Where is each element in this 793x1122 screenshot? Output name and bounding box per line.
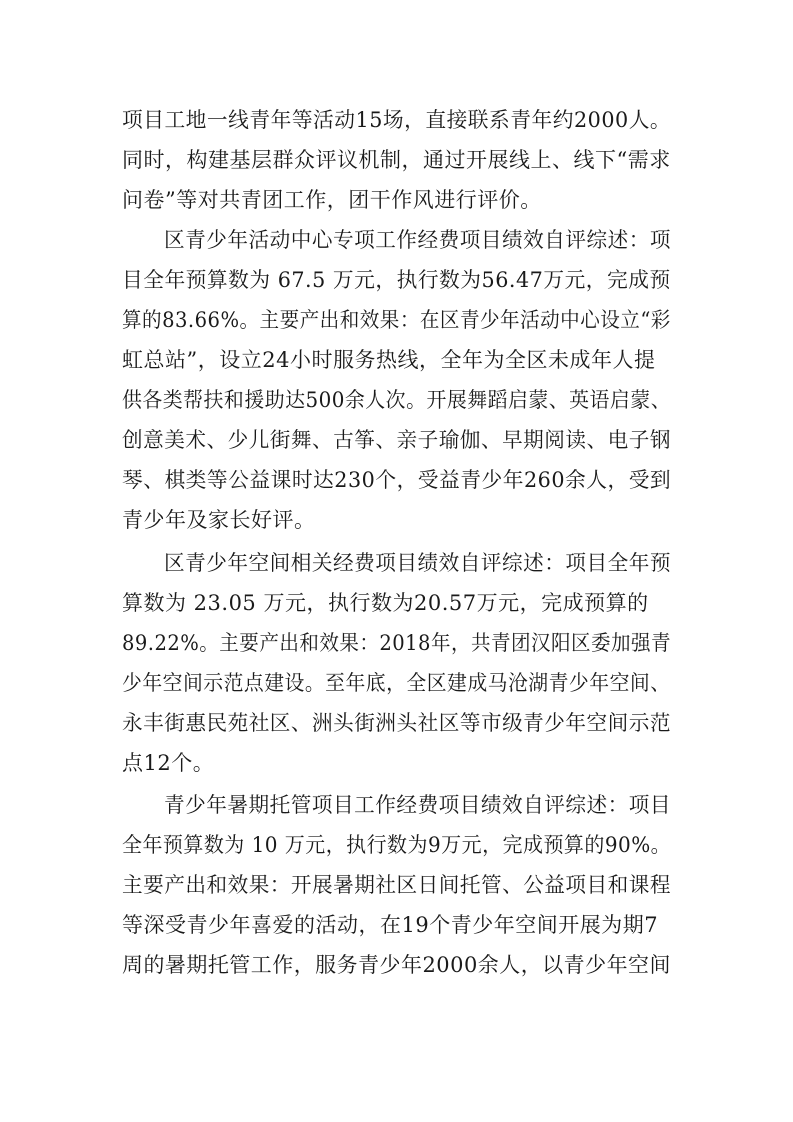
text-line: 周的暑期托管工作，服务青少年2000余人，以青少年空间 xyxy=(122,953,671,977)
paragraph-first-line: 青少年暑期托管项目工作经费项目绩效自评综述：项目 xyxy=(164,793,672,817)
text-line: 永丰街惠民苑社区、洲头街洲头社区等市级青少年空间示范 xyxy=(122,711,671,735)
paragraph-first-line: 区青少年空间相关经费项目绩效自评综述：项目全年预 xyxy=(164,551,672,575)
text-line: 目全年预算数为 67.5 万元，执行数为56.47万元，完成预 xyxy=(122,268,671,292)
text-line: 主要产出和效果：开展暑期社区日间托管、公益项目和课程 xyxy=(122,873,671,897)
text-line: 供各类帮扶和援助达500余人次。开展舞蹈启蒙、英语启蒙、 xyxy=(122,388,672,412)
text-line: 同时，构建基层群众评议机制，通过开展线上、线下“需求 xyxy=(122,148,671,172)
text-line: 算数为 23.05 万元，执行数为20.57万元，完成预算的 xyxy=(122,591,649,615)
paragraph-first-line: 区青少年活动中心专项工作经费项目绩效自评综述：项 xyxy=(164,228,672,252)
text-line: 算的83.66%。主要产出和效果：在区青少年活动中心设立“彩 xyxy=(122,308,671,332)
text-line: 全年预算数为 10 万元，执行数为9万元，完成预算的90%。 xyxy=(122,833,672,857)
text-line: 项目工地一线青年等活动15场，直接联系青年约2000人。 xyxy=(122,108,672,132)
text-line: 虹总站”，设立24小时服务热线，全年为全区未成年人提 xyxy=(122,348,656,372)
text-line: 等深受青少年喜爱的活动，在19个青少年空间开展为期7 xyxy=(122,913,659,937)
text-line: 少年空间示范点建设。至年底，全区建成马沧湖青少年空间、 xyxy=(122,671,671,695)
text-line: 青少年及家长好评。 xyxy=(122,508,316,532)
text-line: 点12个。 xyxy=(122,751,215,775)
text-line: 创意美术、少儿街舞、古筝、亲子瑜伽、早期阅读、电子钢 xyxy=(122,428,671,452)
text-line: 琴、棋类等公益课时达230个，受益青少年260余人，受到 xyxy=(122,468,672,492)
text-line: 问卷”等对共青团工作，团干作风进行评价。 xyxy=(122,188,542,212)
text-line: 89.22%。主要产出和效果：2018年，共青团汉阳区委加强青 xyxy=(122,631,672,655)
